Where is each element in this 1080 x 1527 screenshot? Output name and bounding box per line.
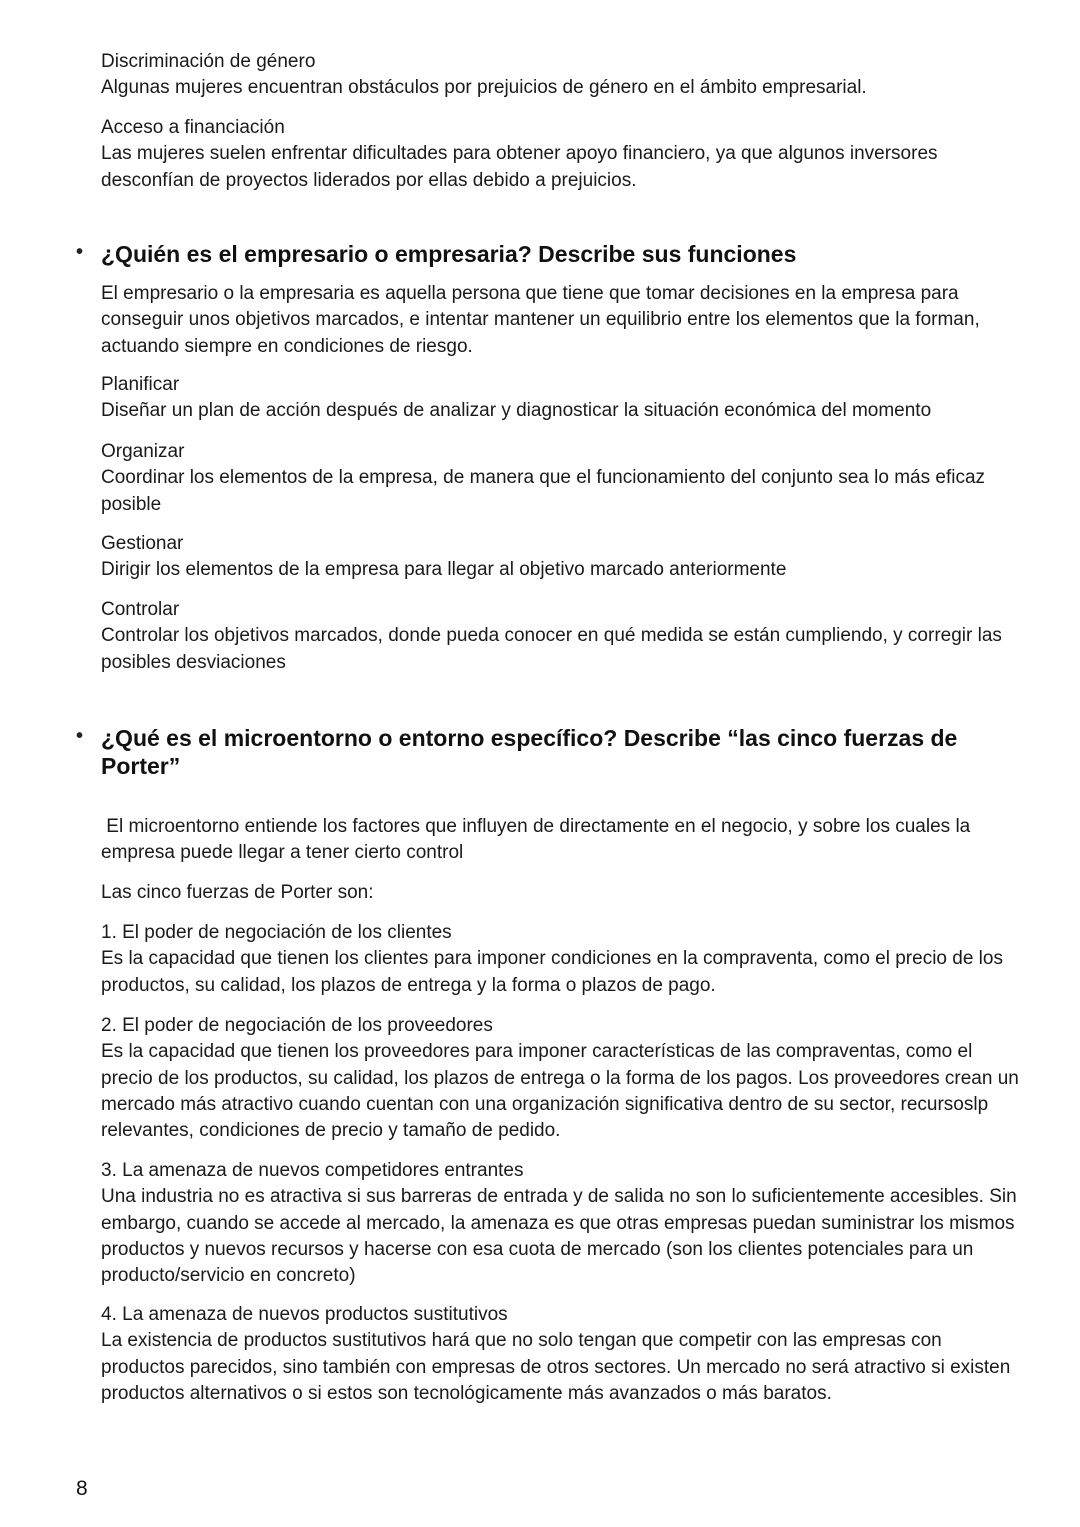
item-title: Gestionar: [101, 533, 184, 554]
porter-force-substitutes: [101, 1302, 1021, 1407]
item-title: Planificar: [101, 374, 180, 395]
item-text: Una industria no es atractiva si sus barreras de entrada y de salida no son lo suficientemente accesibles. Sin embargo, cuando se accede al mercado, la amenaza es que otras empresas puedan suministrar los mismos productos y nuevos recursos y hacerse con esa cuota de mercado (son los clientes potenciales para un producto/servicio en concreto): [101, 1186, 1017, 1287]
item-title: Organizar: [101, 441, 185, 462]
intro-item-gender-discrimination: [101, 49, 1021, 102]
item-text: Controlar los objetivos marcados, donde pueda conocer en qué medida se están cumpliendo, y corregir las posibles desviaciones: [101, 625, 1002, 673]
item-text: Es la capacidad que tienen los proveedores para imponer características de las compraventas, como el precio de los productos, su calidad, los plazos de entrega o la forma de los pagos. Los proveedores crean un mercado más atractivo cuando cuentan con una organización significativa dentro de su sector, recursoslp relevantes, condiciones de precio y tamaño de pedido.: [101, 1041, 1019, 1142]
item-text: Algunas mujeres encuentran obstáculos por prejuicios de género en el ámbito empresarial.: [101, 77, 867, 99]
porter-force-new-entrants: [101, 1158, 1021, 1289]
bullet-icon: •: [76, 725, 84, 747]
item-text: La existencia de productos sustitutivos hará que no solo tengan que competir con las empresas con productos parecidos, sino también con empresas de otros sectores. Un mercado no será atractivo si existen productos alternativos o si estos son tecnológicamente más avanzados o más baratos.: [101, 1330, 1011, 1404]
porter-force-clients: [101, 920, 1021, 999]
intro-item-financing-access: [101, 115, 1021, 194]
section-intro-microentorno: El microentorno entiende los factores que influyen de directamente en el negocio, y sobre los cuales la empresa puede llegar a tener cierto control: [101, 816, 976, 864]
item-title: Controlar: [101, 599, 180, 620]
item-title: 4. La amenaza de nuevos productos sustitutivos: [101, 1304, 508, 1325]
section-heading-empresario: ¿Quién es el empresario o empresaria? Describe sus funciones: [101, 241, 797, 267]
item-text: Coordinar los elementos de la empresa, de manera que el funcionamiento del conjunto sea lo más eficaz posible: [101, 467, 986, 515]
item-title: Acceso a financiación: [101, 117, 285, 138]
bullet-icon: •: [76, 241, 84, 263]
porter-force-suppliers: [101, 1013, 1021, 1144]
section-intro-empresario: El empresario o la empresaria es aquella persona que tiene que tomar decisiones en la empresa para conseguir unos objetivos marcados, e intentar mantener un equilibrio entre los elementos que la forman, actuando siempre en condiciones de riesgo.: [101, 283, 980, 357]
item-text: Dirigir los elementos de la empresa para llegar al objetivo marcado anteriormente: [101, 559, 787, 581]
function-item-controlar: [101, 597, 1021, 676]
item-title: 3. La amenaza de nuevos competidores entrantes: [101, 1160, 524, 1181]
item-text: Diseñar un plan de acción después de analizar y diagnosticar la situación económica del momento: [101, 400, 932, 422]
function-item-planificar: [101, 372, 1021, 425]
page-number: 8: [76, 1477, 88, 1500]
item-title: 1. El poder de negociación de los clientes: [101, 922, 452, 943]
function-item-organizar: [101, 439, 1021, 518]
item-text: Las mujeres suelen enfrentar dificultades para obtener apoyo financiero, ya que algunos inversores desconfían de proyectos liderados por ellas debido a prejuicios.: [101, 143, 938, 191]
item-title: 2. El poder de negociación de los proveedores: [101, 1015, 493, 1036]
function-item-gestionar: [101, 531, 1021, 584]
section-heading-microentorno: ¿Qué es el microentorno o entorno específico? Describe “las cinco fuerzas de Porter”: [101, 725, 958, 779]
porter-forces-intro: Las cinco fuerzas de Porter son:: [101, 882, 374, 903]
item-text: Es la capacidad que tienen los clientes para imponer condiciones en la compraventa, como el precio de los productos, su calidad, los plazos de entrega y la forma o plazos de pago.: [101, 948, 1003, 996]
item-title: Discriminación de género: [101, 51, 316, 72]
